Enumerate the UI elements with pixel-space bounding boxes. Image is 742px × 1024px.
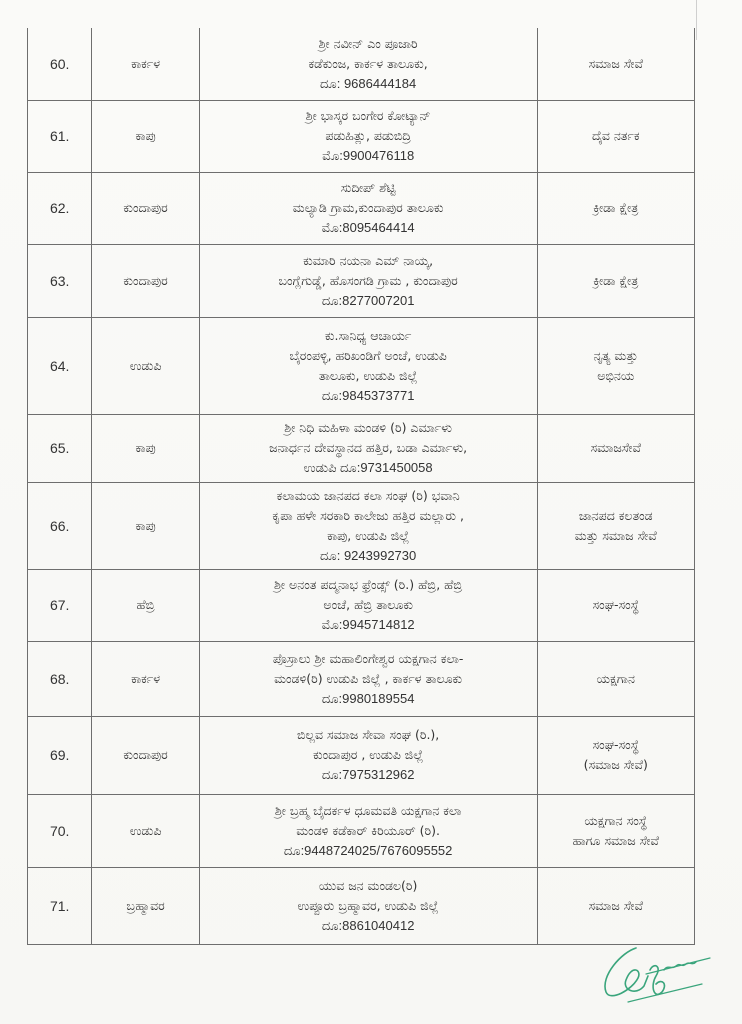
taluk-cell: ಹೆಬ್ರಿ xyxy=(92,569,199,641)
address-line: ಮಂಡಳಿ ಕಡೆಕಾರ್ ಕಿರಿಯೂರ್ (ರಿ). xyxy=(296,822,440,838)
field-cell xyxy=(537,482,694,569)
signature-stroke xyxy=(605,948,648,996)
taluk-cell: ಕಾಪು xyxy=(92,482,199,569)
awardee-table xyxy=(27,28,695,945)
name-address-cell xyxy=(199,482,537,569)
serial-number-cell: 66. xyxy=(28,482,92,569)
phone-number: ಉಡುಪಿ ದೂ:9731450058 xyxy=(303,460,433,475)
phone-number: ಮೊ:9945714812 xyxy=(321,617,415,632)
table-row xyxy=(28,794,695,867)
taluk-cell: ಕಾಪು xyxy=(92,100,199,172)
taluk-cell: ಕುಂದಾಪುರ xyxy=(92,172,199,244)
field-cell xyxy=(537,569,694,641)
address-line: ಶ್ರೀ ನಿಧಿ ಮಹಿಳಾ ಮಂಡಳಿ (ರಿ) ಎರ್ಮಾಳು xyxy=(284,420,452,435)
address-line: ಬಂಗ್ಲೆಗುಡ್ಡೆ, ಹೊಸಂಗಡಿ ಗ್ರಾಮ , ಕುಂದಾಪುರ xyxy=(278,272,458,288)
phone-number: ದೂ:9845373771 xyxy=(321,387,415,403)
field-label: ದೈವ ನರ್ತಕ xyxy=(591,128,640,143)
name-address-cell xyxy=(199,244,537,317)
address-line: ಪೊಸ್ರಾಲು ಶ್ರೀ ಮಹಾಲಿಂಗೇಶ್ವರ ಯಕ್ಷಗಾನ ಕಲಾ- xyxy=(272,650,464,666)
address-line: ಬೈರಂಪಳ್ಳಿ, ಹರಿಖಂಡಿಗೆ ಅಂಚೆ, ಉಡುಪಿ xyxy=(289,347,447,363)
address-line: ಕಾಪು, ಉಡುಪಿ ಜಿಲ್ಲೆ xyxy=(327,527,410,543)
serial-number-cell: 63. xyxy=(28,244,92,317)
address-line: ಶ್ರೀ ಬ್ರಹ್ಮ ಬೈದರ್ಕಳ ಧೂಮವತಿ ಯಕ್ಷಗಾನ ಕಲಾ xyxy=(274,802,462,818)
serial-number-cell: 71. xyxy=(28,867,92,944)
scan-margin-artifact xyxy=(696,0,697,40)
taluk-cell: ಬ್ರಹ್ಮಾವರ xyxy=(92,867,199,944)
address-line: ಉಪ್ಪೂರು ಬ್ರಹ್ಮಾವರ, ಉಡುಪಿ ಜಿಲ್ಲೆ xyxy=(297,897,439,913)
field-label: (ಸಮಾಜ ಸೇವೆ) xyxy=(583,757,648,772)
address-line: ಕುಮಾರಿ ನಯನಾ ಎಮ್ ನಾಯ್ಕ, xyxy=(303,252,434,268)
taluk-cell: ಕಾಪು xyxy=(92,414,199,482)
field-cell xyxy=(537,172,694,244)
address-line: ಶ್ರೀ ಭಾಸ್ಕರ ಬಂಗೇರ ಕೋಟ್ಯಾನ್ xyxy=(305,108,431,123)
table-row xyxy=(28,28,695,100)
serial-number-cell: 60. xyxy=(28,28,92,100)
taluk-cell: ಉಡುಪಿ xyxy=(92,794,199,867)
table-row xyxy=(28,414,695,482)
address-line: ಮಲ್ಯಾಡಿ ಗ್ರಾಮ,ಕುಂದಾಪುರ ತಾಲೂಕು xyxy=(292,200,444,215)
field-cell xyxy=(537,794,694,867)
field-label: ಕ್ರೀಡಾ ಕ್ಷೇತ್ರ xyxy=(593,272,639,288)
phone-number: ದೂ:7975312962 xyxy=(321,767,415,782)
serial-number-cell: 68. xyxy=(28,641,92,716)
name-address-cell xyxy=(199,794,537,867)
awardee-table-body xyxy=(28,28,695,944)
table-row xyxy=(28,641,695,716)
taluk-cell: ಕುಂದಾಪುರ xyxy=(92,244,199,317)
address-line: ಕು.ಸಾನಿಧ್ಯ ಆಚಾರ್ಯ xyxy=(324,327,412,343)
field-label: ಮತ್ತು ಸಮಾಜ ಸೇವೆ xyxy=(574,527,657,543)
phone-number: ದೂ:9448724025/7676095552 xyxy=(283,842,453,858)
name-address-cell xyxy=(199,414,537,482)
table-row xyxy=(28,716,695,794)
name-address-cell xyxy=(199,100,537,172)
address-line: ಅಂಚೆ, ಹೆಬ್ರಿ ತಾಲೂಕು xyxy=(323,597,413,612)
field-cell xyxy=(537,28,694,100)
taluk-cell: ಕಾರ್ಕಳ xyxy=(92,28,199,100)
field-cell xyxy=(537,641,694,716)
phone-number: ದೂ: 9243992730 xyxy=(320,547,417,563)
field-label: ಸಂಘ-ಸಂಸ್ಥೆ xyxy=(592,737,640,752)
address-line: ತಾಲೂಕು, ಉಡುಪಿ ಜಿಲ್ಲೆ xyxy=(318,367,418,383)
taluk-cell: ಕಾರ್ಕಳ xyxy=(92,641,199,716)
serial-number-cell: 64. xyxy=(28,317,92,414)
phone-number: ಮೊ:9900476118 xyxy=(322,148,415,163)
address-line: ಪಡುಹಿತ್ಲು, ಪಡುಬಿದ್ರಿ xyxy=(325,128,411,143)
name-address-cell xyxy=(199,641,537,716)
field-label: ಅಭಿನಯ xyxy=(597,367,635,383)
table-row xyxy=(28,317,695,414)
address-line: ಶ್ರೀ ನವೀನ್ ಎಂ ಪೂಜಾರಿ xyxy=(318,35,418,51)
table-row xyxy=(28,100,695,172)
field-cell xyxy=(537,867,694,944)
field-label: ಸಮಾಜಸೇವೆ xyxy=(590,440,642,455)
name-address-cell xyxy=(199,28,537,100)
address-line: ಜನಾರ್ಧನ ದೇವಸ್ಥಾನದ ಹತ್ತಿರ, ಬಡಾ ಎರ್ಮಾಳು, xyxy=(269,440,468,455)
field-cell xyxy=(537,100,694,172)
address-line: ಕಲಾಮಯ ಜಾನಪದ ಕಲಾ ಸಂಘ (ರಿ) ಭವಾನಿ xyxy=(276,487,460,503)
table-row xyxy=(28,867,695,944)
table-row xyxy=(28,244,695,317)
table-row xyxy=(28,569,695,641)
table-row xyxy=(28,172,695,244)
name-address-cell xyxy=(199,867,537,944)
address-line: ಯುವ ಜನ ಮಂಡಲ(ರಿ) xyxy=(318,877,418,893)
name-address-cell xyxy=(199,716,537,794)
address-line: ಶ್ರೀ ಅನಂತ ಪದ್ಮನಾಭ ಫ್ರೆಂಡ್ಸ್ (ರಿ.) ಹೆಬ್ರಿ, ಹೆಬ್ರಿ xyxy=(274,577,463,592)
field-label: ಯಕ್ಷಗಾನ ಸಂಸ್ಥೆ xyxy=(584,812,648,828)
field-label: ಹಾಗೂ ಸಮಾಜ ಸೇವೆ xyxy=(572,832,659,848)
taluk-cell: ಉಡುಪಿ xyxy=(92,317,199,414)
name-address-cell xyxy=(199,569,537,641)
phone-number: ಮೊ:8095464414 xyxy=(321,220,415,235)
field-label: ನೃತ್ಯ ಮತ್ತು xyxy=(593,347,638,363)
serial-number-cell: 69. xyxy=(28,716,92,794)
name-address-cell xyxy=(199,172,537,244)
field-label: ಕ್ರೀಡಾ ಕ್ಷೇತ್ರ xyxy=(593,200,639,215)
field-label: ಯಕ್ಷಗಾನ xyxy=(596,670,635,686)
address-line: ಕಡೆಕುಂಜ, ಕಾರ್ಕಳ ತಾಲೂಕು, xyxy=(308,55,428,71)
address-line: ಸುದೀಪ್ ಶೆಟ್ಟಿ xyxy=(340,180,396,195)
field-label: ಸಂಘ-ಸಂಸ್ಥೆ xyxy=(592,597,640,612)
serial-number-cell: 67. xyxy=(28,569,92,641)
phone-number: ದೂ:8277007201 xyxy=(321,292,415,308)
field-cell xyxy=(537,716,694,794)
field-label: ಸಮಾಜ ಸೇವೆ xyxy=(588,897,644,913)
name-address-cell xyxy=(199,317,537,414)
field-label: ಸಮಾಜ ಸೇವೆ xyxy=(588,55,644,71)
field-label: ಜಾನಪದ ಕಲತಂಡ xyxy=(578,507,653,523)
serial-number-cell: 61. xyxy=(28,100,92,172)
address-line: ಕೃಪಾ ಹಳೇ ಸರಕಾರಿ ಕಾಲೇಜು ಹತ್ತಿರ ಮಲ್ಲಾರು , xyxy=(272,507,464,523)
phone-number: ದೂ: 9686444184 xyxy=(320,75,417,91)
address-line: ಬಿಲ್ಲವ ಸಮಾಜ ಸೇವಾ ಸಂಘ (ರಿ.), xyxy=(296,727,440,742)
signature-icon xyxy=(592,940,722,1010)
serial-number-cell: 62. xyxy=(28,172,92,244)
table-row xyxy=(28,482,695,569)
field-cell xyxy=(537,414,694,482)
taluk-cell: ಕುಂದಾಪುರ xyxy=(92,716,199,794)
address-line: ಮಂಡಳಿ(ರಿ) ಉಡುಪಿ ಜಿಲ್ಲೆ , ಕಾರ್ಕಳ ತಾಲೂಕು xyxy=(274,670,463,686)
address-line: ಕುಂದಾಪುರ , ಉಡುಪಿ ಜಿಲ್ಲೆ xyxy=(312,747,424,762)
phone-number: ದೂ:9980189554 xyxy=(321,690,415,706)
field-cell xyxy=(537,244,694,317)
serial-number-cell: 65. xyxy=(28,414,92,482)
phone-number: ದೂ:8861040412 xyxy=(321,917,415,933)
field-cell xyxy=(537,317,694,414)
serial-number-cell: 70. xyxy=(28,794,92,867)
